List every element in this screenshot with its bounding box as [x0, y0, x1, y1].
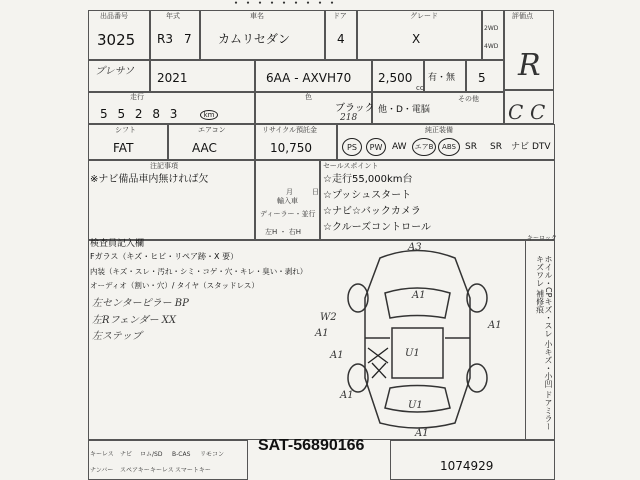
interior-grade: C: [508, 100, 524, 124]
inspection-label: 検査員記入欄: [90, 239, 145, 249]
mark-u1-bottom: U1: [408, 400, 423, 411]
inspection-hand-1: 左センターピラー BP: [92, 298, 189, 309]
point-1: ☆走行55,000km台: [323, 174, 413, 185]
opt-keyless-2: キーレス: [150, 467, 174, 474]
day-label: 日: [312, 188, 319, 196]
doors: 4: [337, 32, 345, 46]
year-label: 年式: [166, 12, 180, 20]
car-name-label: 車名: [250, 12, 264, 20]
doors-label: ドア: [333, 12, 347, 20]
mileage: 5 5 2 8 3: [100, 107, 181, 121]
mark-w2: W2: [320, 312, 337, 323]
mileage-label: 走行: [130, 93, 144, 101]
point-2: ☆プッシュスタート: [323, 190, 412, 201]
opt-sparekey: スペアキー: [120, 467, 150, 474]
opt-smartkey: スマートキー: [175, 467, 211, 474]
equip-airbag: エアB: [412, 138, 436, 156]
displacement: 2,500: [378, 71, 413, 85]
grade-label: グレード: [410, 12, 438, 20]
year-month: 7: [184, 32, 192, 46]
color: ブラック: [335, 103, 375, 114]
ac-label: エアコン: [198, 126, 226, 134]
inspection-hand-2: 左Rフェンダー XX: [92, 315, 177, 326]
car-name: カムリセダン: [218, 32, 291, 46]
drive-2wd: 2WD: [484, 25, 499, 32]
equip-abs: ABS: [438, 138, 460, 156]
side-note: ホイル・CPキズ・スレ 小キズ・小凹 ドアミラーキズワレ 補修痕: [535, 255, 553, 431]
ac: AAC: [192, 141, 217, 155]
equip-aw: AW: [392, 142, 407, 152]
point-3: ☆ナビ☆バックカメラ: [323, 206, 421, 217]
opt-remote: リモコン: [200, 451, 225, 458]
recycle-fee: 10,750: [270, 141, 312, 155]
inspection-glass: Fガラス（キズ・ヒビ・リペア跡・X 要）: [90, 252, 239, 261]
import-label: 輸入車: [277, 197, 298, 205]
lot-no-label: 出品番号: [100, 12, 128, 20]
dealer-label: ディーラー・並行: [260, 210, 316, 218]
mark-u1-center: U1: [405, 348, 420, 359]
damage-cross-2: [372, 363, 386, 378]
displacement-unit: cc: [416, 84, 424, 92]
year-era: R3: [157, 32, 173, 46]
equip-ps: PS: [342, 138, 362, 156]
shift-label: シフト: [115, 126, 136, 134]
drive-box: [482, 10, 504, 60]
premium-note: プレサソ: [95, 66, 134, 77]
mark-a1-mid: A1: [330, 350, 344, 361]
recycle-label: リサイクル預託金: [262, 126, 318, 134]
mark-a1-top: A1: [412, 290, 426, 301]
mark-a1-bottom: A1: [415, 428, 429, 438]
lot-no: 3025: [97, 31, 136, 49]
damage-cross-1: [368, 348, 388, 363]
selling-points-label: セールスポイント: [323, 162, 379, 170]
equip-sr-1: SR: [465, 142, 477, 152]
equip-pw: PW: [366, 138, 386, 156]
model-code: 6AA - AXVH70: [266, 71, 352, 85]
notes-box: [88, 160, 255, 240]
serial-number: 1074929: [440, 459, 494, 473]
opt-number: ナンバー: [90, 467, 114, 474]
opt-rom-sd: ロム/SD: [140, 451, 163, 458]
sheet-title: ・・・・・・・・・: [230, 0, 339, 10]
turbo: 有・無: [428, 73, 456, 83]
exterior-grade: C: [530, 100, 546, 124]
inspection-interior: 内装（キズ・スレ・汚れ・シミ・コゲ・穴・キレ・臭い・剥れ）: [90, 267, 308, 276]
notes-text: ※ナビ備品車内無ければ欠: [90, 174, 209, 185]
opt-navi: ナビ: [120, 451, 133, 458]
notes-label: 注記事項: [150, 162, 178, 170]
sat-code: SAT-56890166: [258, 437, 365, 454]
grade: X: [412, 32, 421, 46]
mark-a1-left: A1: [315, 328, 329, 339]
options-box: [88, 440, 248, 480]
car-damage-diagram: [310, 238, 525, 438]
color-label: 色: [305, 93, 312, 101]
equip-navi: ナビ: [511, 142, 530, 152]
key-label: キーロック: [527, 235, 557, 242]
color-code: 218: [340, 113, 358, 123]
point-4: ☆クルーズコントロール: [323, 222, 431, 233]
mark-a1-right: A1: [488, 320, 502, 331]
seats: 5: [478, 71, 486, 85]
shift: FAT: [113, 141, 134, 155]
inspection-audio: オーディオ（割い・穴）/ タイヤ（スタッドレス）: [90, 281, 259, 290]
equipment-label: 純正装備: [425, 126, 453, 134]
equip-sr-2: SR: [490, 142, 502, 152]
drive-4wd: 4WD: [484, 43, 499, 50]
other-color-label: その他: [458, 95, 479, 103]
mark-a3: A3: [408, 242, 422, 253]
opt-keyless: キーレス: [90, 451, 114, 458]
opt-bcas: B-CAS: [172, 451, 191, 458]
handle-label: 左H ・ 右H: [265, 228, 301, 236]
rating: R: [518, 48, 541, 83]
month-label: 月: [286, 188, 293, 196]
mileage-unit: km: [200, 110, 218, 120]
equip-dtv: DTV: [532, 142, 551, 152]
color-options: 他・D・電脳: [378, 105, 430, 115]
mark-a1-lower: A1: [340, 390, 354, 401]
inspection-hand-3: 左ステップ: [92, 331, 142, 342]
rating-label: 評価点: [512, 12, 533, 20]
first-reg-year: 2021: [157, 71, 188, 85]
